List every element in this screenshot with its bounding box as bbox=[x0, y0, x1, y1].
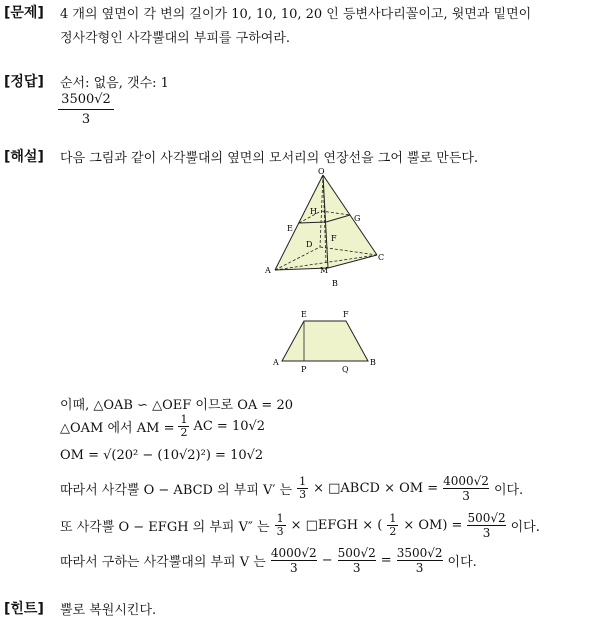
problem-label: [문제] bbox=[4, 5, 44, 21]
fig2-label-p: P bbox=[301, 365, 307, 374]
eq6-left: 따라서 구하는 사각뿔대의 부피 V 는 bbox=[60, 555, 266, 570]
eq5-fraction-1 bbox=[275, 513, 286, 538]
fig1-label-e: E bbox=[287, 224, 293, 233]
eq4-frac2-num: 4000√2 bbox=[443, 474, 489, 488]
trapezoid-shape bbox=[282, 321, 368, 361]
eq6-fraction-2 bbox=[338, 546, 376, 575]
eq6-frac2-num: 500√2 bbox=[337, 546, 376, 560]
answer-fraction bbox=[58, 92, 114, 127]
equation-similarity: 이때, △OAB ∽ △OEF 이므로 OA = 20 bbox=[60, 398, 293, 413]
eq5-frac3-num: 500√2 bbox=[467, 511, 506, 525]
eq6-frac3-num: 3500√2 bbox=[396, 546, 443, 560]
eq5-fraction-3 bbox=[467, 511, 505, 540]
eq6-frac1-den: 3 bbox=[271, 560, 317, 575]
eq6-equals: = bbox=[380, 553, 392, 568]
pyramid-figure bbox=[260, 165, 390, 290]
eq6-fraction-3 bbox=[397, 546, 443, 575]
eq6-frac2-den: 3 bbox=[338, 560, 376, 575]
eq6-end: 이다. bbox=[447, 555, 477, 570]
eq2-left: △OAM 에서 AM = bbox=[60, 421, 175, 436]
fig2-label-q: Q bbox=[342, 365, 349, 374]
solution-label: [해설] bbox=[4, 149, 44, 165]
fig1-label-g: G bbox=[354, 214, 361, 223]
eq6-frac1-num: 4000√2 bbox=[270, 546, 317, 560]
eq6-minus: − bbox=[321, 553, 333, 568]
equation-om: OM = √(20² − (10√2)²) = 10√2 bbox=[60, 448, 264, 463]
equation-am bbox=[60, 414, 265, 439]
fig1-label-o: O bbox=[318, 167, 325, 176]
answer-line-1: 순서: 없음, 갯수: 1 bbox=[60, 76, 169, 91]
eq5-frac2-den: 2 bbox=[389, 525, 397, 538]
eq5-left: 또 사각뿔 O − EFGH 의 부피 V″ 는 bbox=[60, 520, 270, 535]
eq4-mid: × □ABCD × OM = bbox=[313, 481, 439, 496]
fig1-label-c: C bbox=[378, 253, 385, 262]
fig1-label-f: F bbox=[331, 234, 337, 243]
equation-volume-v1 bbox=[60, 474, 523, 503]
eq5-fraction-2 bbox=[387, 513, 398, 538]
eq5-mid: × □EFGH × ( bbox=[290, 518, 383, 533]
eq5-frac3-den: 3 bbox=[467, 525, 505, 540]
fig2-label-b: B bbox=[370, 358, 376, 367]
eq4-fraction-2 bbox=[443, 474, 489, 503]
fig1-label-m: M bbox=[320, 266, 329, 275]
problem-line-2: 정사각형인 사각뿔대의 부피를 구하여라. bbox=[60, 31, 291, 46]
fig2-label-f: F bbox=[343, 310, 349, 319]
equation-volume-total bbox=[60, 546, 477, 575]
eq4-frac2-den: 3 bbox=[443, 488, 489, 503]
answer-numerator: 3500√2 bbox=[61, 92, 111, 107]
eq2-frac-num: 1 bbox=[180, 413, 188, 426]
answer-label: [정답] bbox=[4, 74, 44, 90]
hint-text: 뿔로 복원시킨다. bbox=[60, 603, 157, 618]
eq6-fraction-1 bbox=[271, 546, 317, 575]
eq6-frac3-den: 3 bbox=[397, 560, 443, 575]
eq5-end: 이다. bbox=[510, 520, 540, 535]
eq4-frac1-num: 1 bbox=[299, 475, 307, 488]
problem-line-1: 4 개의 옆면이 각 변의 길이가 10, 10, 10, 20 인 등변사다리꼴이고, 윗면과 밑면이 bbox=[60, 7, 532, 22]
eq4-frac1-den: 3 bbox=[299, 488, 307, 501]
fig2-label-a: A bbox=[273, 358, 279, 367]
eq4-fraction-1 bbox=[297, 476, 308, 501]
hint-label: [힌트] bbox=[4, 601, 44, 617]
eq5-frac1-den: 3 bbox=[276, 525, 284, 538]
solution-intro: 다음 그림과 같이 사각뿔대의 옆면의 모서리의 연장선을 그어 뿔로 만든다. bbox=[60, 151, 479, 166]
answer-denominator: 3 bbox=[58, 109, 114, 127]
fig1-label-b: B bbox=[332, 279, 338, 288]
eq4-left: 따라서 사각뿔 O − ABCD 의 부피 V′ 는 bbox=[60, 483, 293, 498]
equation-volume-v2 bbox=[60, 511, 540, 540]
fig1-label-a: A bbox=[265, 266, 271, 275]
fig2-label-e: E bbox=[301, 310, 307, 319]
eq2-frac-den: 2 bbox=[180, 426, 188, 439]
eq2-fraction bbox=[178, 414, 189, 439]
trapezoid-figure bbox=[268, 306, 388, 376]
eq2-right: AC = 10√2 bbox=[193, 419, 266, 434]
eq4-end: 이다. bbox=[493, 483, 524, 498]
eq5-mid2: × OM) = bbox=[403, 518, 463, 533]
fig1-label-d: D bbox=[306, 240, 313, 249]
eq5-frac2-num: 1 bbox=[389, 512, 397, 525]
eq5-frac1-num: 1 bbox=[276, 512, 284, 525]
fig1-label-h: H bbox=[310, 207, 317, 216]
